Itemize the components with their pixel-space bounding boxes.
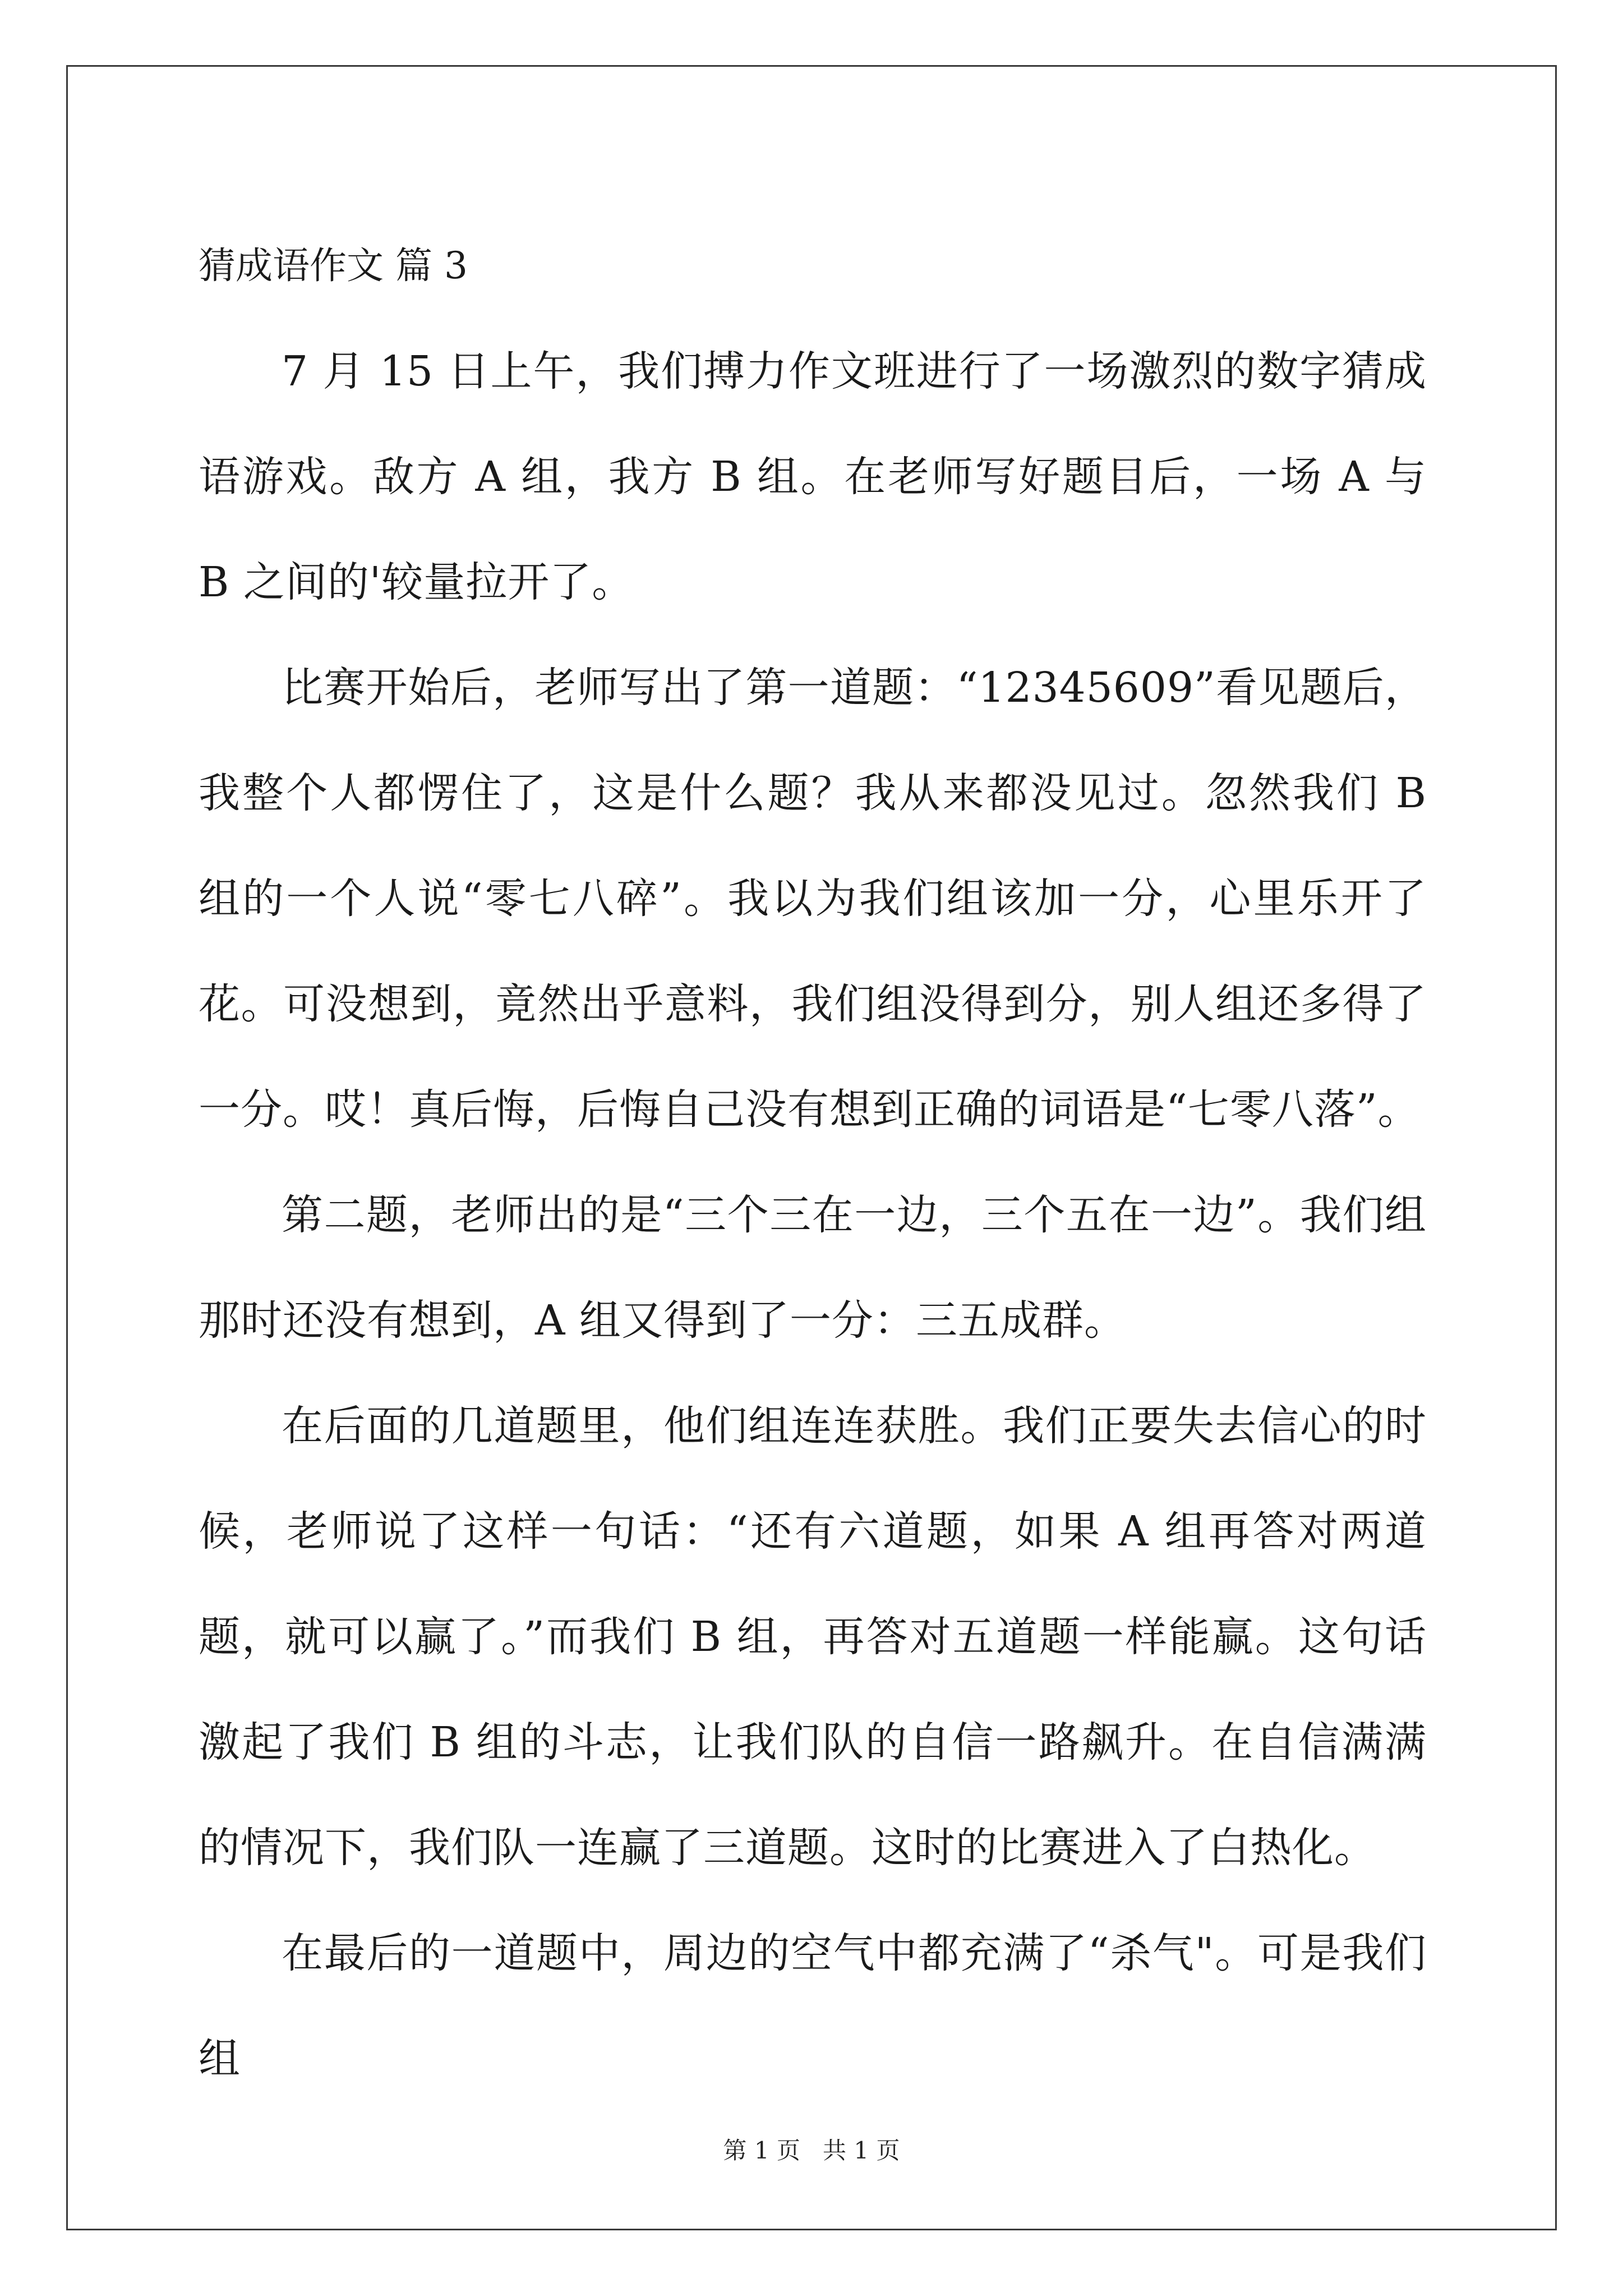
paragraph: 在最后的一道题中，周边的空气中都充满了“杀气"。可是我们组 (199, 1929, 1427, 2083)
document-title: 猜成语作文 篇 3 (199, 244, 468, 287)
paragraph: 7 月 15 日上午，我们搏力作文班进行了一场激烈的数字猜成语游戏。敌方 A 组，我方 B 组。在老师写好题目后，一场 A 与 B 之间的'较量拉开了。 (199, 347, 1427, 606)
paragraph: 第二题，老师出的是“三个三在一边，三个五在一边”。我们组那时还没有想到，A 组又得到了一分：三五成群。 (199, 1191, 1427, 1345)
paragraph: 比赛开始后，老师写出了第一道题：“12345609”看见题后，我整个人都愣住了，这是什么题？我从来都没见过。忽然我们 B 组的一个人说“零七八碎”。我以为我们组该加一分，心里乐开了花。可没想到，竟然出乎意料，我们组没得到分，别人组还多得了一分。哎！真后悔，后悔自己没有想到正确的词语是“七零八落”。 (199, 664, 1427, 1134)
page-number-footer: 第 1 页 共 1 页 (723, 2137, 900, 2164)
document-body (199, 213, 1427, 2111)
paragraph: 在后面的几道题里，他们组连连获胜。我们正要失去信心的时候，老师说了这样一句话：“还有六道题，如果 A 组再答对两道题，就可以赢了。”而我们 B 组，再答对五道题一样能赢。这句话激起了我们 B 组的斗志，让我们队的自信一路飙升。在自信满满的情况下，我们队一连赢了三道题。这时的比赛进入了白热化。 (199, 1402, 1427, 1872)
